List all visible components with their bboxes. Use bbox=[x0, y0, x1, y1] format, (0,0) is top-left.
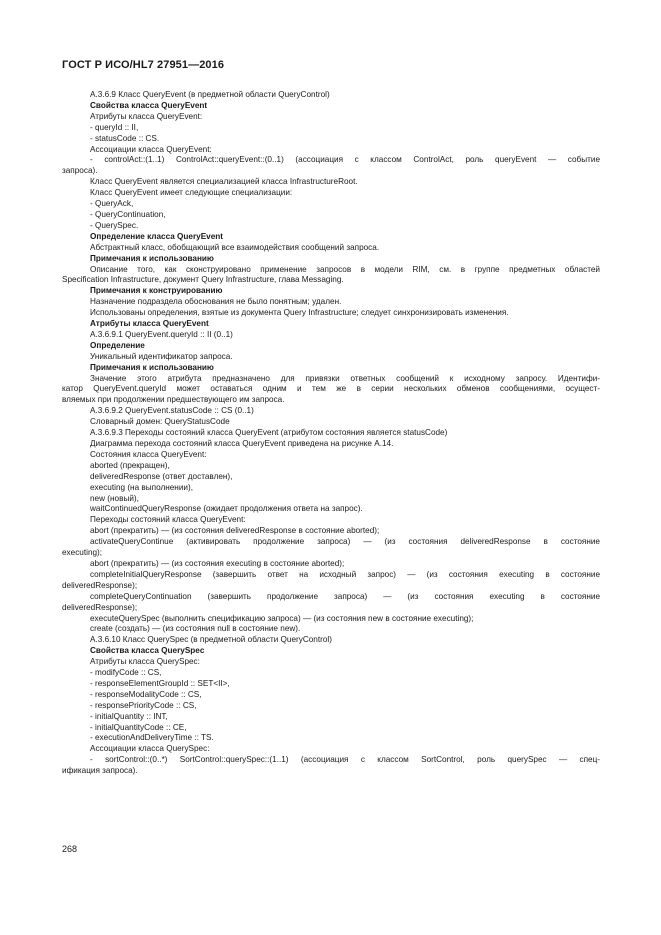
text-line: deliveredResponse (ответ доставлен), bbox=[90, 471, 233, 481]
text-line: Значение этого атрибута предназначено для привязки ответных сообщений к исходному запросу. Идентифи- bbox=[90, 373, 600, 383]
text-line: Назначение подраздела обоснования не было понятным; удален. bbox=[90, 297, 342, 307]
text-line: Уникальный идентификатор запроса. bbox=[90, 351, 233, 361]
text-line: - executionAndDeliveryTime :: TS. bbox=[90, 733, 214, 743]
page-number: 268 bbox=[62, 844, 78, 854]
text-line: А.3.6.9.3 Переходы состояний класса QueryEvent (атрибутом состояния является statusCode) bbox=[90, 428, 448, 438]
standard-header: ГОСТ Р ИСО/HL7 27951—2016 bbox=[62, 59, 225, 71]
text-line: - QuerySpec. bbox=[90, 220, 139, 230]
section-heading: Определение bbox=[90, 340, 145, 350]
text-line: вляемых при продолжении предшествующего им запроса. bbox=[62, 395, 285, 405]
section-heading: Примечания к использованию bbox=[90, 362, 214, 372]
text-line: запроса). bbox=[62, 166, 98, 176]
text-line: create (создать) — (из состояния null в состояние new). bbox=[90, 624, 301, 634]
text-line: - responsePriorityCode :: CS, bbox=[90, 700, 197, 710]
text-line: - statusCode :: CS. bbox=[90, 133, 160, 143]
section-heading: Примечания к конструированию bbox=[90, 286, 223, 296]
text-line: А.3.6.9 Класс QueryEvent (в предметной области QueryControl) bbox=[90, 90, 330, 99]
text-line: ификация запроса). bbox=[62, 766, 138, 776]
text-line: Состояния класса QueryEvent: bbox=[90, 449, 207, 459]
text-line: waitContinuedQueryResponse (ожидает продолжения ответа на запрос). bbox=[90, 504, 363, 514]
text-line: Описание того, как сконструировано применение запросов в модели RIM, см. в группе предметных областей bbox=[90, 264, 600, 274]
text-line: Ассоциации класса QuerySpec: bbox=[90, 744, 210, 754]
section-heading: Свойства класса QuerySpec bbox=[90, 646, 205, 656]
text-line: - QueryContinuation, bbox=[90, 209, 166, 219]
text-line: - controlAct::(1..1) ControlAct::queryEvent::(0..1) (ассоциация с классом ControlAct, роль queryEvent — событие bbox=[90, 155, 600, 165]
text-line: Словарный домен: QueryStatusCode bbox=[90, 417, 230, 427]
section-heading: Свойства класса QueryEvent bbox=[90, 100, 208, 110]
text-line: abort (прекратить) — (из состояния deliveredResponse в состояние aborted); bbox=[90, 526, 380, 536]
text-line: - sortControl::(0..*) SortControl::querySpec::(1..1) (ассоциация с классом SortControl, роль querySpec — спец- bbox=[90, 755, 600, 765]
text-line: Ассоциации класса QueryEvent: bbox=[90, 144, 212, 154]
text-line: abort (прекратить) — (из состояния executing в состояние aborted); bbox=[90, 558, 345, 568]
text-line: А.3.6.10 Класс QuerySpec (в предметной области QueryControl) bbox=[90, 635, 332, 645]
text-line: completeQueryContinuation (завершить продолжение запроса) — (из состояния executing в состояние bbox=[90, 591, 600, 601]
section-heading: Определение класса QueryEvent bbox=[90, 231, 224, 241]
text-line: executeQuerySpec (выполнить спецификацию запроса) — (из состояния new в состояние executing); bbox=[90, 613, 474, 623]
text-line: Использованы определения, взятые из документа Query Infrastructure; следует синхронизировать изменения. bbox=[90, 308, 509, 318]
text-line: activateQueryContinue (активировать продолжение запроса) — (из состояния deliveredResponse в состояние bbox=[90, 537, 600, 547]
text-line: executing (на выполнении), bbox=[90, 482, 193, 492]
text-line: completeInitialQueryResponse (завершить ответ на исходный запрос) — (из состояния executing в состояние bbox=[90, 569, 600, 579]
text-line: - initialQuantityCode :: CE, bbox=[90, 722, 187, 732]
text-line: катор QueryEvent.queryId может оставаться одним и тем же в серии нескольких обменов сообщениями, осущест- bbox=[62, 384, 600, 394]
text-line: А.3.6.9.2 QueryEvent.statusCode :: CS (0..1) bbox=[90, 406, 254, 416]
section-heading: Примечания к использованию bbox=[90, 253, 214, 263]
text-line: - responseElementGroupId :: SET<II>, bbox=[90, 678, 230, 688]
text-line: Specification Infrastructure, документ Query Infrastructure, глава Messaging. bbox=[62, 275, 344, 285]
text-line: - modifyCode :: CS, bbox=[90, 668, 162, 678]
text-line: new (новый), bbox=[90, 493, 139, 503]
text-line: - queryId :: II, bbox=[90, 122, 139, 132]
text-line: Диаграмма перехода состояний класса QueryEvent приведена на рисунке А.14. bbox=[90, 439, 394, 448]
text-line: executing); bbox=[62, 548, 103, 558]
text-line: Абстрактный класс, обобщающий все взаимодействия сообщений запроса. bbox=[90, 242, 380, 252]
text-line: - responseModalityCode :: CS, bbox=[90, 689, 202, 699]
text-line: - QueryAck, bbox=[90, 199, 134, 209]
text-line: А.3.6.9.1 QueryEvent.queryId :: II (0..1) bbox=[90, 329, 233, 339]
document-body bbox=[62, 90, 600, 777]
text-line: Атрибуты класса QueryEvent: bbox=[90, 111, 203, 121]
section-heading: Атрибуты класса QueryEvent bbox=[90, 319, 209, 329]
text-line: Класс QueryEvent является специализацией класса InfrastructureRoot. bbox=[90, 177, 358, 187]
text-line: - initialQuantity :: INT, bbox=[90, 711, 168, 721]
text-line: deliveredResponse); bbox=[62, 602, 138, 612]
text-line: deliveredResponse); bbox=[62, 580, 138, 590]
text-line: Атрибуты класса QuerySpec: bbox=[90, 657, 200, 667]
text-line: Класс QueryEvent имеет следующие специализации: bbox=[90, 188, 293, 198]
text-line: Переходы состояний класса QueryEvent: bbox=[90, 515, 246, 525]
text-line: aborted (прекращен), bbox=[90, 460, 170, 470]
